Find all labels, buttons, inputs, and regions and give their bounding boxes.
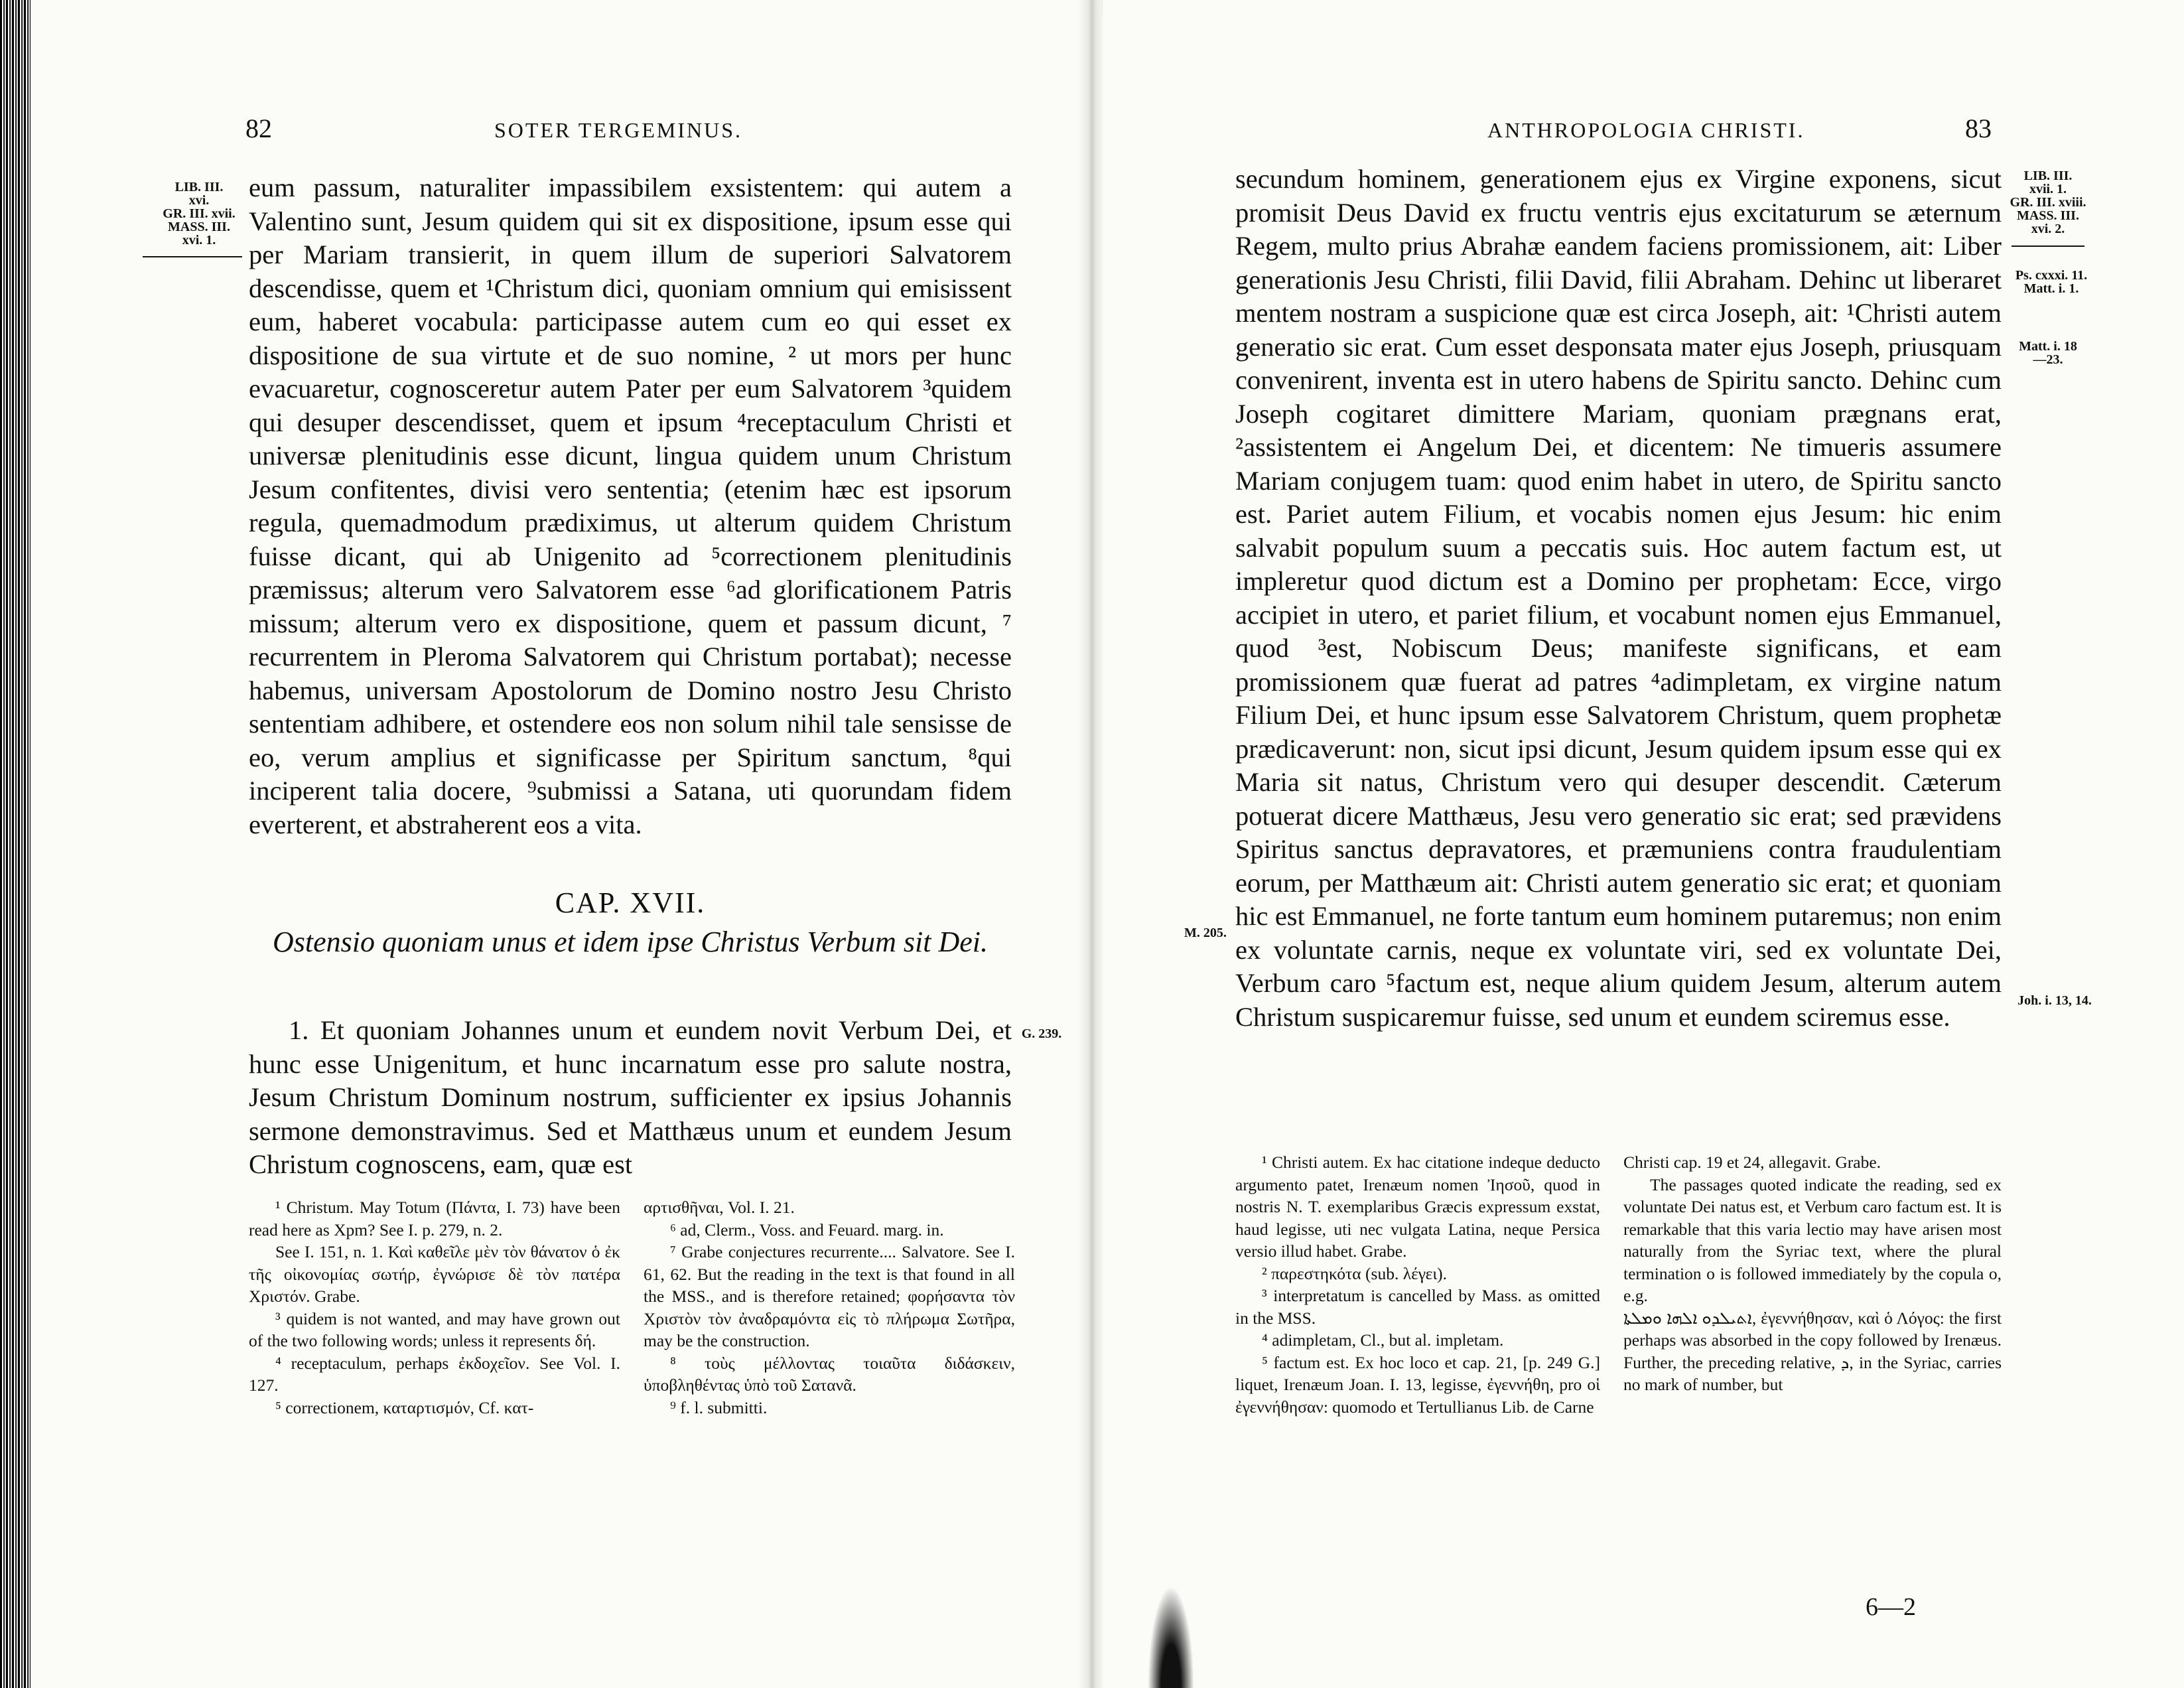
gutter-shadow: [1078, 0, 1106, 1688]
left-margin-ref-top: LIB. III. xvi. GR. III. xvii. MASS. III. xvi. 1.: [163, 180, 236, 247]
right-footnotes-col2: Christi cap. 19 et 24, allegavit. Grabe. The passages quoted indicate the reading, sed ex voluntate Dei natus est, et Verbum caro factum est. It is remarkable that this varia lectio may have arisen most naturally from the Syriac text, where the plural termination ο is followed immediately by the copula ο, e.g. ܐܬܝܠܕܘ ܐܠܗܐ ܘܡܠܬܐ, ἐγεννήθησαν, καὶ ὁ Λόγος: the first perhaps was absorbed in the copy followed by Irenæus. Further, the preceding relative, ܕ, in the Syriac, carries no mark of number, but: [1623, 1153, 2002, 1394]
right-margin-ref-matt: Matt. i. 18 —23.: [2019, 339, 2077, 367]
left-main-paragraph: eum passum, naturaliter impassibilem exsistentem: qui autem a Valentino sunt, Jesum quidem qui sit ex dispositione, ipsum esse qui per Mariam transierit, in quem illum de superiori Salvatorem descendisse, quem et ¹Christum dici, quoniam omnium qui emisissent eum, haberet vocabula: participasse autem cum eo qui esset ex dispositione de sua virtute et de suo nomine, ² ut mors per hunc evacuaretur, cognosceretur autem Pater per eum Salvatorem ³quidem qui desuper descendisset, quem et ipsum ⁴receptaculum Christi et universæ plenitudinis esse dicunt, lingua quidem unum Christum Jesum confitentes, divisi vero sententia; (etenim hæc est ipsorum regula, quemadmodum prædiximus, ut alterum quidem Christum fuisse dicant, qui ab Unigenito ad ⁵correctionem plenitudinis præmissus; alterum vero Salvatorem esse ⁶ad glorificationem Patris missum; alterum vero ex dispositione, quem et passum dicunt, ⁷ recurrentem in Pleroma Salvatorem qui Christum portabat); necesse habemus, universam Apostolorum de Domino nostro Jesu Christo sententiam adhibere, et ostendere eos non solum nihil tale sensisse de eo, verum amplius et significasse per Spiritum sanctum, ⁸qui inciperent talia docere, ⁹submissi a Satana, uti quorundam fidem everterent, et abstraherent eos a vita.: [249, 173, 1012, 839]
right-page-number: 83: [1965, 113, 1992, 143]
left-footnotes-col1: ¹ Christum. May Totum (Πάντα, I. 73) have been read here as Xpm? See I. p. 279, n. 2. See I. 151, n. 1. Καὶ καθεῖλε μὲν τὸν θάνατον ὁ ἐκ τῆς οἰκονομίας σωτήρ, ἐγνώρισε δὲ τὸν πατέρα Χριστόν. Grabe. ³ quidem is not wanted, and may have grown out of the two following words; unless it represents δή. ⁴ receptaculum, perhaps ἐκδοχεῖον. See Vol. I. 127. ⁵ correctionem, καταρτισμόν, Cf. κατ-: [249, 1198, 620, 1417]
left-footnotes-col2: αρτισθῆναι, Vol. I. 21. ⁶ ad, Clerm., Voss. and Feuard. marg. in. ⁷ Grabe conjectures recurrente.... Salvatore. See I. 61, 62. But the reading in the text is that found in all the MSS., and is therefore retained; φορήσαντα τὸν Χριστὸν τὸν ἀναδραμόντα εἰς τὸ πλήρωμα Σωτῆρα, may be the construction. ⁸ τοὺς μέλλοντας τοιαῦτα διδάσκειν, ὑποβληθέντας ὑπὸ τοῦ Σατανᾶ. ⁹ f. l. submitti.: [644, 1198, 1015, 1417]
right-margin-ref-joh: Joh. i. 13, 14.: [2017, 993, 2092, 1008]
printer-signature: 6—2: [1866, 1593, 1916, 1621]
right-page: [1103, 0, 2184, 1688]
chapter-number: CAP. XVII.: [555, 886, 706, 919]
right-main-paragraph: secundum hominem, generationem ejus ex Virgine exponens, sicut promisit Deus David ex fructu ventris ejus excitaturum se æternum Regem, multo prius Abrahæ eandem faciens promissionem, ait: Liber generationis Jesu Christi, filii David, filii Abraham. Dehinc ut liberaret mentem nostram a suspicione quæ est circa Joseph, ait: ¹Christi autem generatio sic erat. Cum esset desponsata mater ejus Joseph, priusquam convenirent, inventa est in utero habens de Spiritu sancto. Dehinc cum Joseph cogitaret dimittere Mariam, quoniam prægnans erat, ²assistentem ei Angelum Dei, et dicentem: Ne timueris assumere Mariam conjugem tuam: quod enim habet in utero, de Spiritu sancto est. Pariet autem Filium, et vocabis nomen ejus Jesum: hic enim salvabit populum suum a peccatis suis. Hoc autem factum est, ut impleretur quod dictum est a Domino per prophetam: Ecce, virgo accipiet in utero, et pariet filium, et vocabunt nomen ejus Emmanuel, quod ³est, Nobiscum Deus; manifeste significans, et eam promissionem quæ fuerat ad patres ⁴adimpletam, ex virgine natum Filium Dei, et hunc ipsum esse Salvatorem Christum, quem prophetæ prædicaverunt: non, sicut ipsi dicunt, Jesum quidem ipsum esse qui ex Maria sit natus, Christum vero qui desuper descendit. Cæterum potuerat dicere Matthæus, Jesu vero generatio sic erat; sed prævidens Spiritus sanctus depravatores, et præmuniens contra fraudulentiam eorum, per Matthæum ait: Christi autem generatio sic erat; et quoniam hic est Emmanuel, ne forte tantum eum hominem putaremus; non enim ex voluntate carnis, neque ex voluntate viri, sed ex voluntate Dei, Verbum caro ⁵factum est, neque alium quidem Jesum, alterum autem Christum suspicaremur fuisse, sed unum et eundem sciremus esse.: [1235, 164, 2002, 1032]
gutter-blot-bottom: [1148, 1586, 1194, 1688]
left-chapter-paragraph: 1. Et quoniam Johannes unum et eundem novit Verbum Dei, et hunc esse Unigenitum, et hunc incarnatum esse pro salute nostra, Jesum Christum Dominum nostrum, sufficienter ex ipsius Johannis sermone demonstravimus. Sed et Matthæus unum et eundem Jesum Christum cognoscens, eam, quæ est: [249, 1015, 1012, 1179]
left-page: [0, 0, 1081, 1688]
right-footnotes-col1: ¹ Christi autem. Ex hac citatione indeque deducto argumento patet, Irenæum nomen Ἰησοῦ, quod in nostris N. T. exemplaribus Græcis expressum exstat, haud legisse, uti nec vulgata Latina, neque Persica versio illud habet. Grabe. ² παρεστηκότα (sub. λέγει). ³ interpretatum is cancelled by Mass. as omitted in the MSS. ⁴ adimpletam, Cl., but al. impletam. ⁵ factum est. Ex hoc loco et cap. 21, [p. 249 G.] liquet, Irenæum Joan. I. 13, legisse, ἐγεννήθη, pro οἱ ἐγεννήθησαν: quomodo et Tertullianus Lib. de Carne: [1235, 1153, 1600, 1417]
binding-edge: [0, 0, 31, 1688]
right-margin-ref-top: LIB. III. xvii. 1. GR. III. xviii. MASS. III. xvi. 2.: [2010, 169, 2086, 236]
chapter-heading: [249, 886, 1012, 959]
chapter-title: Ostensio quoniam unus et idem ipse Christus Verbum sit Dei.: [273, 926, 988, 958]
right-running-head: ANTHROPOLOGIA CHRISTI.: [1487, 118, 1805, 142]
left-running-head: SOTER TERGEMINUS.: [494, 118, 742, 142]
right-margin-ref-ps: Ps. cxxxi. 11. Matt. i. 1.: [2015, 268, 2088, 296]
right-margin-rule: [2012, 246, 2084, 247]
left-margin-rule: [143, 256, 242, 257]
left-page-number: 82: [245, 113, 272, 143]
left-margin-ref-g: G. 239.: [1021, 1026, 1062, 1041]
right-margin-ref-m: M. 205.: [1184, 926, 1227, 940]
